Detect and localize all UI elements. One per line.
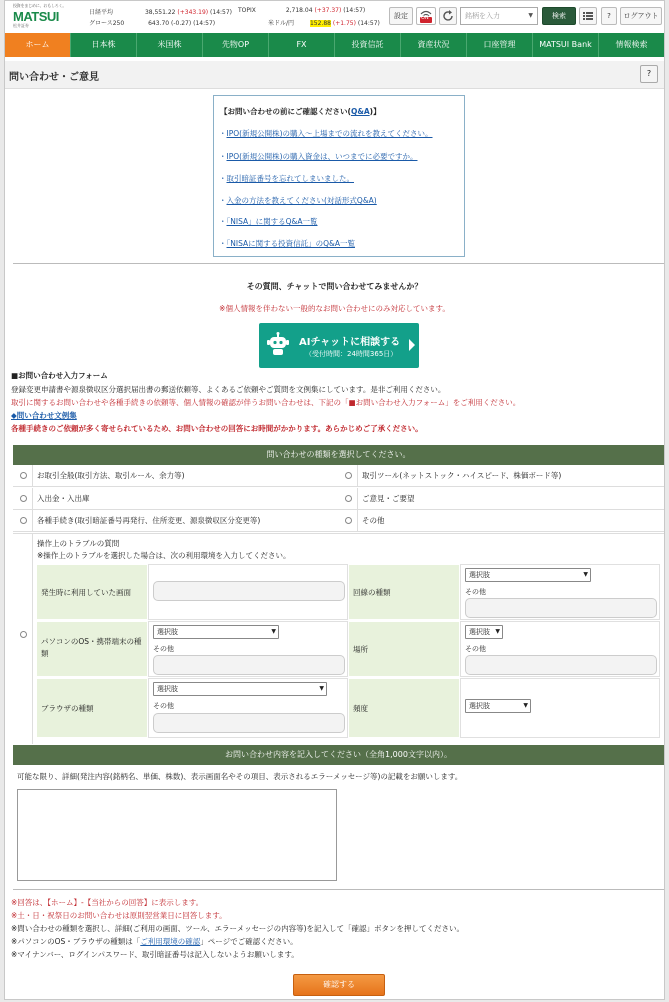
inquiry-content-textarea[interactable] xyxy=(17,789,337,881)
trouble-note: ※操作上のトラブルを選択した場合は、次の利用環境を入力してください。 xyxy=(37,551,291,560)
category-label: 入出金・入出庫 xyxy=(37,494,90,503)
screen-label: 発生時に利用していた画面 xyxy=(36,564,148,620)
place-cell xyxy=(460,621,660,677)
category-label: その他 xyxy=(362,516,385,525)
search-placeholder: 銘柄を入力 xyxy=(465,12,500,20)
growth-value: 643.70 xyxy=(148,20,170,27)
line-other-input[interactable] xyxy=(465,598,657,618)
place-other-input[interactable] xyxy=(465,655,657,675)
market-usdjpy xyxy=(268,18,380,27)
refresh-icon xyxy=(440,8,456,24)
note-privacy: ※マイナンバー、ログインパスワード、取引暗証番号は記入しないようお願いします。 xyxy=(11,950,299,959)
growth-label: グロース250 xyxy=(89,20,125,27)
matsui-logo[interactable] xyxy=(13,3,71,29)
topix-value: 2,718.04 xyxy=(285,7,313,14)
logo-sub: 松井証券 xyxy=(13,23,29,28)
chevron-down-icon: ▼ xyxy=(528,12,533,19)
ai-chat-button[interactable] xyxy=(259,323,419,368)
radio-button[interactable] xyxy=(20,495,27,502)
robot-icon xyxy=(267,332,289,356)
page-title: 問い合わせ・ご意見 xyxy=(9,72,99,83)
logout-button[interactable]: ログアウト xyxy=(620,7,662,25)
market-nikkei xyxy=(89,7,232,16)
nav-assets[interactable]: 資産状況 xyxy=(401,33,467,57)
chevron-down-icon: ▼ xyxy=(495,628,500,635)
page-help-button[interactable]: ? xyxy=(640,65,658,83)
content-hint: 可能な限り、詳細(発注内容(銘柄名、単価、株数)、表示画面名やその項目、表示されるエラーメッセージ等)の記載をお願いします。 xyxy=(17,772,463,781)
nav-futures-options[interactable]: 先物OP xyxy=(203,33,269,57)
ai-chat-button-hours: （受付時間：24時間365日） xyxy=(305,350,398,358)
faq-heading-suffix: )】 xyxy=(369,107,381,116)
browser-select[interactable]: 選択肢 ▼ xyxy=(153,682,327,696)
chat-notice: ※個人情報を伴わない一般的なお問い合わせにのみ対応しています。 xyxy=(219,304,450,313)
category-option-deposit[interactable] xyxy=(13,488,339,510)
divider xyxy=(13,889,664,890)
topix-change: (+37.37) xyxy=(314,7,342,14)
content-header: お問い合わせ内容を記入してください（全角1,000文字以内）。 xyxy=(13,745,664,765)
usdjpy-value: 152.88 xyxy=(309,20,331,27)
screen-input[interactable] xyxy=(153,581,345,601)
category-label: ご意見・ご要望 xyxy=(362,494,415,503)
market-topix xyxy=(238,7,365,14)
top-header xyxy=(5,1,664,31)
nav-us-stock[interactable]: 米国株 xyxy=(137,33,203,57)
nikkei-value: 38,551.22 xyxy=(144,9,176,16)
chat-question: その質問、チャットで問い合わせてみませんか？ xyxy=(246,282,423,291)
nikkei-change: (+343.19) xyxy=(177,9,209,16)
faq-box xyxy=(213,95,465,257)
nav-info-search[interactable]: 情報検索 xyxy=(615,40,648,49)
logo-name: MATSUI xyxy=(13,9,59,24)
faq-item[interactable]: ・入金の方法を教えてください(対話形式Q&A) xyxy=(219,196,377,205)
form-desc-1: 登録変更申請書や源泉徴収区分選択届出書の郵送依頼等、よくあるご依頼やご質問を文例集にしています。是非ご利用ください。 xyxy=(11,385,446,394)
category-option-feedback[interactable] xyxy=(338,488,664,510)
radio-button[interactable] xyxy=(345,517,352,524)
frequency-cell xyxy=(460,678,660,738)
faq-item[interactable]: ・「NISAに関する投資信託」のQ&A一覧 xyxy=(219,239,355,248)
form-desc-2: 取引に関するお問い合わせや各種手続きの依頼等、個人情報の確認が伴うお問い合わせは、下記の「■お問い合わせ入力フォーム」をご利用ください。 xyxy=(11,398,521,407)
list-icon xyxy=(580,8,596,24)
ticker-search-input[interactable] xyxy=(460,7,538,25)
note-env-pre: ※パソコンのOS・ブラウザの種類は「 xyxy=(11,937,141,946)
os-label: パソコンのOS・携帯端末の種類 xyxy=(36,621,148,677)
category-label: 取引ツール(ネットストック・ハイスピード、株価ボード等) xyxy=(362,471,562,480)
os-other-label: その他 xyxy=(153,645,174,653)
category-option-trading[interactable] xyxy=(13,465,339,487)
os-select[interactable]: 選択肢 ▼ xyxy=(153,625,279,639)
nav-investment-trust[interactable]: 投資信託 xyxy=(335,33,401,57)
radio-button[interactable] xyxy=(20,472,27,479)
note-env-post: 」ページでご確認ください。 xyxy=(200,937,298,946)
topix-time: (14:57) xyxy=(343,7,366,14)
faq-item[interactable]: ・IPO(新規公開株)の購入～上場までの流れを教えてください。 xyxy=(219,129,433,138)
place-select[interactable]: 選択肢 ▼ xyxy=(465,625,503,639)
confirm-button[interactable]: 確認する xyxy=(293,974,385,996)
faq-qa-link[interactable]: Q&A xyxy=(350,107,370,116)
category-label: 各種手続き(取引暗証番号再発行、住所変更、源泉徴収区分変更等) xyxy=(37,516,261,525)
search-button[interactable]: 検索 xyxy=(542,7,576,25)
faq-heading-prefix: 【お問い合わせの前にご確認ください( xyxy=(220,107,351,116)
category-option-tools[interactable] xyxy=(338,465,664,487)
examples-link[interactable]: ◆問い合わせ文例集 xyxy=(11,411,77,420)
chevron-down-icon: ▼ xyxy=(319,685,324,692)
notification-on-button[interactable] xyxy=(416,7,436,25)
form-heading: ■お問い合わせ入力フォーム xyxy=(11,371,108,380)
nav-account[interactable]: 口座管理 xyxy=(467,33,533,57)
radio-button[interactable] xyxy=(20,631,27,638)
ai-chat-button-label: AIチャットに相談する xyxy=(299,337,401,348)
browser-other-label: その他 xyxy=(153,702,174,710)
browser-cell xyxy=(148,678,348,738)
line-cell xyxy=(460,564,660,620)
growth-time: (14:57) xyxy=(193,20,216,27)
chevron-down-icon: ▼ xyxy=(583,571,588,578)
faq-item[interactable]: ・「NISA」に関するQ&A一覧 xyxy=(219,217,318,226)
note-answer-location: ※回答は、【ホーム】-【当社からの回答】に表示します。 xyxy=(11,898,204,907)
radio-button[interactable] xyxy=(20,517,27,524)
page-title-bar xyxy=(5,61,664,89)
note-instructions: ※問い合わせの種類を選択し、詳細(ご利用の画面、ツール、エラーメッセージの内容等)を記入して「確認」ボタンを押してください。 xyxy=(11,924,465,933)
place-label: 場所 xyxy=(348,621,460,677)
divider xyxy=(13,263,664,264)
page-frame xyxy=(4,0,665,1000)
note-environment xyxy=(11,936,298,947)
chevron-down-icon: ▼ xyxy=(271,628,276,635)
screen-cell xyxy=(148,564,348,620)
chevron-down-icon: ▼ xyxy=(523,702,528,709)
category-option-procedures[interactable] xyxy=(13,510,339,532)
line-other-label: その他 xyxy=(465,588,486,596)
faq-heading xyxy=(220,106,381,117)
refresh-button[interactable] xyxy=(439,7,457,25)
usdjpy-label: 米ドル/円 xyxy=(268,20,295,27)
category-label: お取引全般(取引方法、取引ルール、余力等) xyxy=(37,471,185,480)
category-option-other[interactable] xyxy=(338,510,664,532)
nav-fx[interactable]: FX xyxy=(269,33,335,57)
os-other-input[interactable] xyxy=(153,655,345,675)
line-select[interactable]: 選択肢 ▼ xyxy=(465,568,591,582)
browser-label: ブラウザの種類 xyxy=(36,678,148,738)
category-header: 問い合わせの種類を選択してください。 xyxy=(13,445,664,465)
logo-tagline: 投資をまじめに、おもしろく。 xyxy=(13,3,67,8)
market-growth xyxy=(89,18,215,27)
usdjpy-time: (14:57) xyxy=(357,20,380,27)
environment-check-link[interactable]: ご利用環境の確認 xyxy=(140,937,201,946)
faq-item[interactable]: ・IPO(新規公開株)の購入資金は、いつまでに必要ですか。 xyxy=(219,152,418,161)
help-button[interactable]: ? xyxy=(601,7,617,25)
faq-item[interactable]: ・取引暗証番号を忘れてしまいました。 xyxy=(219,174,354,183)
nav-matsui-bank[interactable]: MATSUI Bank xyxy=(533,33,599,57)
trouble-title: 操作上のトラブルの質問 xyxy=(37,539,120,548)
frequency-select[interactable]: 選択肢 ▼ xyxy=(465,699,531,713)
radio-button[interactable] xyxy=(345,495,352,502)
os-cell xyxy=(148,621,348,677)
radio-button[interactable] xyxy=(345,472,352,479)
note-weekend: ※土・日・祝祭日のお問い合わせは原則翌営業日に回答します。 xyxy=(11,911,227,920)
place-other-label: その他 xyxy=(465,645,486,653)
usdjpy-change: (+1.75) xyxy=(332,20,356,27)
main-nav xyxy=(5,33,664,57)
category-option-trouble[interactable] xyxy=(13,533,664,743)
nikkei-label: 日経平均 xyxy=(89,9,114,16)
nav-japan-stock[interactable]: 日本株 xyxy=(71,33,137,57)
form-warning: 各種手続きのご依頼が多く寄せられているため、お問い合わせの回答にお時間がかかります。あらかじめご了承ください。 xyxy=(11,424,423,433)
nikkei-time: (14:57) xyxy=(210,9,233,16)
menu-list-button[interactable] xyxy=(579,7,597,25)
growth-change: (-0.27) xyxy=(171,20,192,27)
frequency-label: 頻度 xyxy=(348,678,460,738)
nav-home[interactable]: ホーム xyxy=(5,33,71,57)
topix-label: TOPIX xyxy=(238,7,256,14)
browser-other-input[interactable] xyxy=(153,713,345,733)
line-label: 回線の種類 xyxy=(348,564,460,620)
arrow-right-icon xyxy=(409,339,415,351)
on-label: ON xyxy=(421,15,429,21)
settings-button[interactable]: 設定 xyxy=(389,7,413,25)
